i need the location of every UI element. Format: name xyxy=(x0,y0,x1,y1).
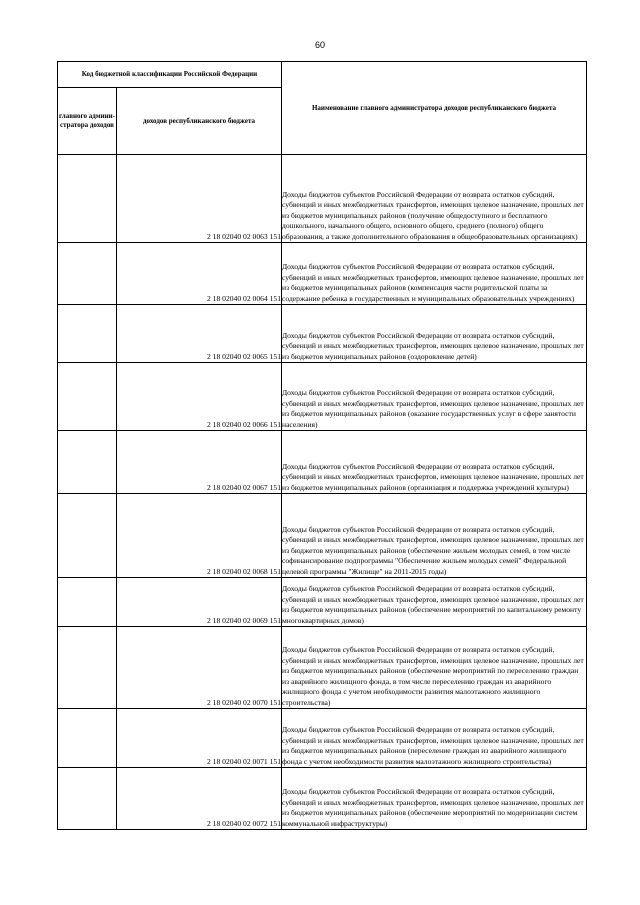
revenue-name-cell: Доходы бюджетов субъектов Российской Федерации от возврата остатков субсидий, субвенций и иных межбюджетных трансфертов, имеющих целевое назначение, прошлых лет из бюджетов муниципальных районов (организация и поддержка учреждений культуры) xyxy=(282,431,587,494)
table-row xyxy=(58,431,587,494)
revenue-name-cell: Доходы бюджетов субъектов Российской Федерации от возврата остатков субсидий, субвенций и иных межбюджетных трансфертов, имеющих целевое назначение, прошлых лет из бюджетов муниципальных районов (обеспечение жильем молодых семей, в том числе софинансирование подпрограммы "Обеспечение жильем молодых семей" Федеральной целевой программы "Жилище" на 2011-2015 годы) xyxy=(282,494,587,578)
admin-code-cell xyxy=(58,243,117,305)
table-row xyxy=(58,627,587,709)
revenue-code-cell: 2 18 02040 02 0069 151 xyxy=(117,578,282,627)
revenue-name-cell: Доходы бюджетов субъектов Российской Федерации от возврата остатков субсидий, субвенций и иных межбюджетных трансфертов, имеющих целевое назначение, прошлых лет из бюджетов муниципальных районов (получение общедоступного и бесплатного дошкольного, начального общего, основного общего, среднего (полного) общего образования, а также дополнительного образования в общеобразовательных организациях) xyxy=(282,155,587,243)
admin-code-cell xyxy=(58,494,117,578)
revenue-name-cell: Доходы бюджетов субъектов Российской Федерации от возврата остатков субсидий, субвенций и иных межбюджетных трансфертов, имеющих целевое назначение, прошлых лет из бюджетов муниципальных районов (обеспечение мероприятий по переселению граждан из аварийного жилищного фонда, в том числе переселению граждан из аварийного жилищного фонда с учетом необходимости развития малоэтажного жилищного строительства) xyxy=(282,627,587,709)
revenue-code-cell: 2 18 02040 02 0071 151 xyxy=(117,709,282,768)
admin-code-cell xyxy=(58,431,117,494)
revenue-code-cell: 2 18 02040 02 0070 151 xyxy=(117,627,282,709)
header-chief-administrator: главного админи-стратора доходов xyxy=(58,88,117,155)
revenue-code-cell: 2 18 02040 02 0066 151 xyxy=(117,363,282,431)
revenue-name-cell: Доходы бюджетов субъектов Российской Федерации от возврата остатков субсидий, субвенций и иных межбюджетных трансфертов, имеющих целевое назначение, прошлых лет из бюджетов муниципальных районов (оказание государственных услуг в сфере занятости населения) xyxy=(282,363,587,431)
admin-code-cell xyxy=(58,305,117,363)
admin-code-cell xyxy=(58,155,117,243)
page-number: 60 xyxy=(314,40,325,50)
table-row xyxy=(58,494,587,578)
revenue-name-cell: Доходы бюджетов субъектов Российской Федерации от возврата остатков субсидий, субвенций и иных межбюджетных трансфертов, имеющих целевое назначение, прошлых лет из бюджетов муниципальных районов (компенсация части родительской платы за содержание ребенка в государственных и муниципальных образовательных учреждениях) xyxy=(282,243,587,305)
header-administrator-name: Наименование главного администратора доходов республиканского бюджета xyxy=(282,62,587,155)
revenue-code-cell: 2 18 02040 02 0072 151 xyxy=(117,768,282,830)
table-row xyxy=(58,363,587,431)
admin-code-cell xyxy=(58,627,117,709)
admin-code-cell xyxy=(58,363,117,431)
revenue-code-cell: 2 18 02040 02 0065 151 xyxy=(117,305,282,363)
admin-code-cell xyxy=(58,578,117,627)
revenue-code-cell: 2 18 02040 02 0068 151 xyxy=(117,494,282,578)
admin-code-cell xyxy=(58,709,117,768)
header-republican-budget-revenue: доходов республиканского бюджета xyxy=(117,88,282,155)
revenue-code-cell: 2 18 02040 02 0067 151 xyxy=(117,431,282,494)
header-budget-classification-code: Код бюджетной классификации Российской Федерации xyxy=(58,62,282,88)
table-row xyxy=(58,155,587,243)
revenue-name-cell: Доходы бюджетов субъектов Российской Федерации от возврата остатков субсидий, субвенций и иных межбюджетных трансфертов, имеющих целевое назначение, прошлых лет из бюджетов муниципальных районов (оздоровление детей) xyxy=(282,305,587,363)
revenue-classification-table xyxy=(57,61,587,830)
table-row xyxy=(58,578,587,627)
table-row xyxy=(58,709,587,768)
revenue-name-cell: Доходы бюджетов субъектов Российской Федерации от возврата остатков субсидий, субвенций и иных межбюджетных трансфертов, имеющих целевое назначение, прошлых лет из бюджетов муниципальных районов (переселение граждан из аварийного жилищного фонда с учетом необходимости развития малоэтажного жилищного строительства) xyxy=(282,709,587,768)
table-header xyxy=(58,62,587,155)
admin-code-cell xyxy=(58,768,117,830)
table-row xyxy=(58,243,587,305)
table-row xyxy=(58,305,587,363)
revenue-name-cell: Доходы бюджетов субъектов Российской Федерации от возврата остатков субсидий, субвенций и иных межбюджетных трансфертов, имеющих целевое назначение, прошлых лет из бюджетов муниципальных районов (обеспечение мероприятий по капитальному ремонту многоквартирных домов) xyxy=(282,578,587,627)
revenue-code-cell: 2 18 02040 02 0064 151 xyxy=(117,243,282,305)
revenue-code-cell: 2 18 02040 02 0063 151 xyxy=(117,155,282,243)
revenue-name-cell: Доходы бюджетов субъектов Российской Федерации от возврата остатков субсидий, субвенций и иных межбюджетных трансфертов, имеющих целевое назначение, прошлых лет из бюджетов муниципальных районов (обеспечение мероприятий по модернизации систем коммунальной инфраструктуры) xyxy=(282,768,587,830)
table-row xyxy=(58,768,587,830)
